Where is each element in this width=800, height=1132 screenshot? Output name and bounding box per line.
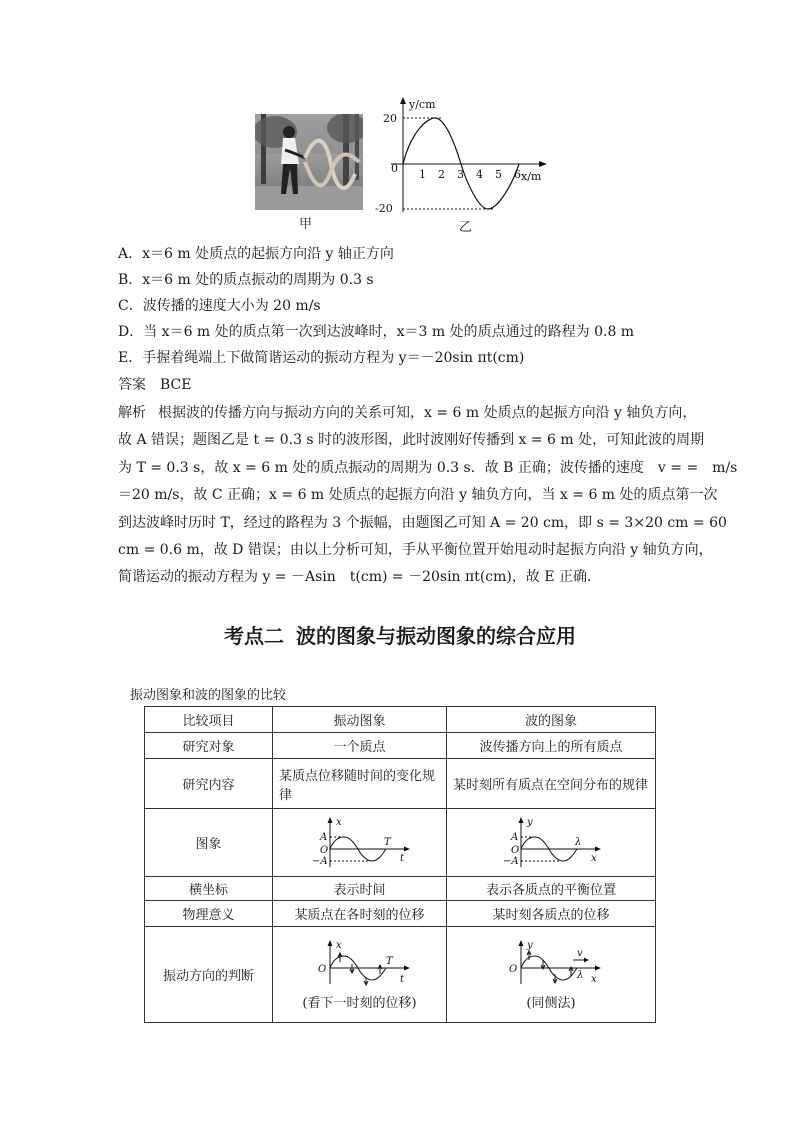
answer: [118, 374, 191, 394]
explanation-line: ＝20 m/s，故 C 正确；x = 6 m 处质点的起振方向沿 y 轴负方向，当 x = 6 m 处的质点第一次: [118, 487, 718, 504]
svg-text:λ: λ: [575, 836, 582, 848]
svg-text:y: y: [527, 940, 533, 951]
table-cell: 研究对象: [145, 733, 273, 759]
x-tick-6: 6: [514, 168, 521, 181]
svg-text:x: x: [591, 852, 597, 864]
explanation-line: 为 T = 0.3 s，故 x = 6 m 处的质点振动的周期为 0.3 s．故 B 正确；波传播的速度 v = = m/s: [118, 459, 738, 476]
section-text: 波的图象与振动图象的综合应用: [296, 624, 576, 648]
table-cell: 横坐标: [145, 877, 273, 901]
x-tick-4: 4: [476, 168, 483, 181]
origin-label: 0: [391, 162, 398, 175]
table-row: [145, 707, 656, 733]
table-row: [145, 809, 656, 877]
x-axis-label: x/m: [521, 170, 542, 183]
y-tick-20: 20: [383, 112, 397, 125]
answer-label: 答案: [118, 377, 146, 393]
table-cell: 波传播方向上的所有质点: [447, 733, 656, 759]
svg-text:O: O: [509, 964, 518, 975]
x-tick-1: 1: [419, 168, 426, 181]
y-tick-neg20: -20: [375, 202, 393, 215]
x-axis-arrow: [539, 161, 547, 167]
table-cell: 表示各质点的平衡位置: [447, 877, 656, 901]
svg-text:t: t: [399, 852, 404, 864]
table-cell: 图象: [145, 809, 273, 877]
option-e: E．手握着绳端上下做简谐运动的振动方程为 y＝－20sin πt(cm): [118, 350, 525, 366]
svg-text:y: y: [527, 816, 533, 828]
graph-caption: 乙: [459, 220, 473, 235]
vibration-direction-graph-icon: [300, 938, 420, 988]
explanation-line: cm = 0.6 m，故 D 错误；由以上分析可知，手从平衡位置开始甩动时起振方向沿 y 轴负方向，: [118, 542, 713, 559]
svg-text:x: x: [591, 974, 597, 985]
table-cell: 某时刻各质点的位移: [447, 901, 656, 927]
x-tick-2: 2: [438, 168, 445, 181]
svg-text:O: O: [511, 844, 520, 856]
svg-text:−A: −A: [503, 855, 519, 867]
table-header-cell: 振动图象: [273, 707, 447, 733]
x-tick-5: 5: [495, 168, 502, 181]
option-c: C．波传播的速度大小为 20 m/s: [118, 298, 321, 314]
table-row: [145, 733, 656, 759]
svg-text:v: v: [577, 948, 583, 959]
explanation-line: 解析 根据波的传播方向与振动方向的关系可知，x = 6 m 处质点的起振方向沿 y 轴负方向，: [118, 405, 697, 421]
svg-text:x: x: [335, 940, 342, 951]
wave-graph: [375, 92, 555, 222]
explanation: [118, 400, 738, 592]
table-cell: 表示时间: [273, 877, 447, 901]
explanation-line: 故 A 错误；题图乙是 t = 0.3 s 时的波形图，此时波刚好传播到 x = 6 m 处，可知此波的周期: [118, 432, 705, 449]
svg-text:−A: −A: [311, 855, 328, 867]
section-title: [0, 620, 800, 649]
x-tick-3: 3: [457, 168, 464, 181]
table-cell: 一个质点: [273, 733, 447, 759]
table-cell: [447, 927, 656, 1023]
svg-text:A: A: [319, 831, 327, 843]
table-cell: [273, 927, 447, 1023]
section-number: 考点二: [224, 624, 284, 648]
svg-text:x: x: [335, 816, 342, 828]
table-row: [145, 901, 656, 927]
vibration-direction-note: (看下一时刻的位移): [302, 996, 417, 1011]
table-cell: [447, 809, 656, 877]
explanation-line: 到达波峰时历时 T，经过的路程为 3 个振幅，由题图乙可知 A = 20 cm，即 s = 3×20 cm = 60: [118, 514, 727, 531]
photo-caption: 甲: [299, 217, 313, 232]
wave-graph-icon: [491, 815, 611, 871]
table-caption: 振动图象和波的图象的比较: [130, 688, 287, 703]
rope-photo: [255, 114, 363, 210]
explanation-label: 解析: [118, 405, 146, 421]
table-header-cell: 波的图象: [447, 707, 656, 733]
svg-text:λ: λ: [577, 970, 584, 981]
explanation-line: 简谐运动的振动方程为 y = －Asin t(cm) = －20sin πt(cm)，故 E 正确．: [118, 569, 602, 586]
comparison-table: [144, 706, 656, 1023]
table-cell: 某质点位移随时间的变化规律: [273, 759, 447, 809]
option-d: D．当 x＝6 m 处的质点第一次到达波峰时，x＝3 m 处的质点通过的路程为 0.8 m: [118, 324, 635, 340]
answer-value: BCE: [160, 377, 192, 393]
table-header-cell: 比较项目: [145, 707, 273, 733]
table-cell: 某时刻所有质点在空间分布的规律: [447, 759, 656, 809]
svg-text:T: T: [385, 956, 393, 967]
vibration-graph-icon: [300, 815, 420, 871]
table-cell: 振动方向的判断: [145, 927, 273, 1023]
table-cell: 物理意义: [145, 901, 273, 927]
wave-direction-graph-icon: [491, 938, 611, 988]
table-row: [145, 927, 656, 1023]
y-axis-label: y/cm: [409, 98, 436, 111]
y-axis-arrow: [400, 97, 406, 104]
table-row: [145, 877, 656, 901]
svg-text:T: T: [383, 836, 391, 848]
option-a: A．x＝6 m 处质点的起振方向沿 y 轴正方向: [118, 246, 394, 262]
svg-text:O: O: [317, 964, 326, 975]
svg-text:A: A: [511, 831, 519, 843]
svg-text:O: O: [319, 844, 328, 856]
table-cell: [273, 809, 447, 877]
figure-group: [255, 92, 555, 238]
wave-direction-note: (同侧法): [526, 996, 576, 1011]
svg-text:t: t: [399, 974, 404, 985]
table-cell: 某质点在各时刻的位移: [273, 901, 447, 927]
option-b: B．x＝6 m 处的质点振动的周期为 0.3 s: [118, 272, 374, 288]
table-row: [145, 759, 656, 809]
table-cell: 研究内容: [145, 759, 273, 809]
